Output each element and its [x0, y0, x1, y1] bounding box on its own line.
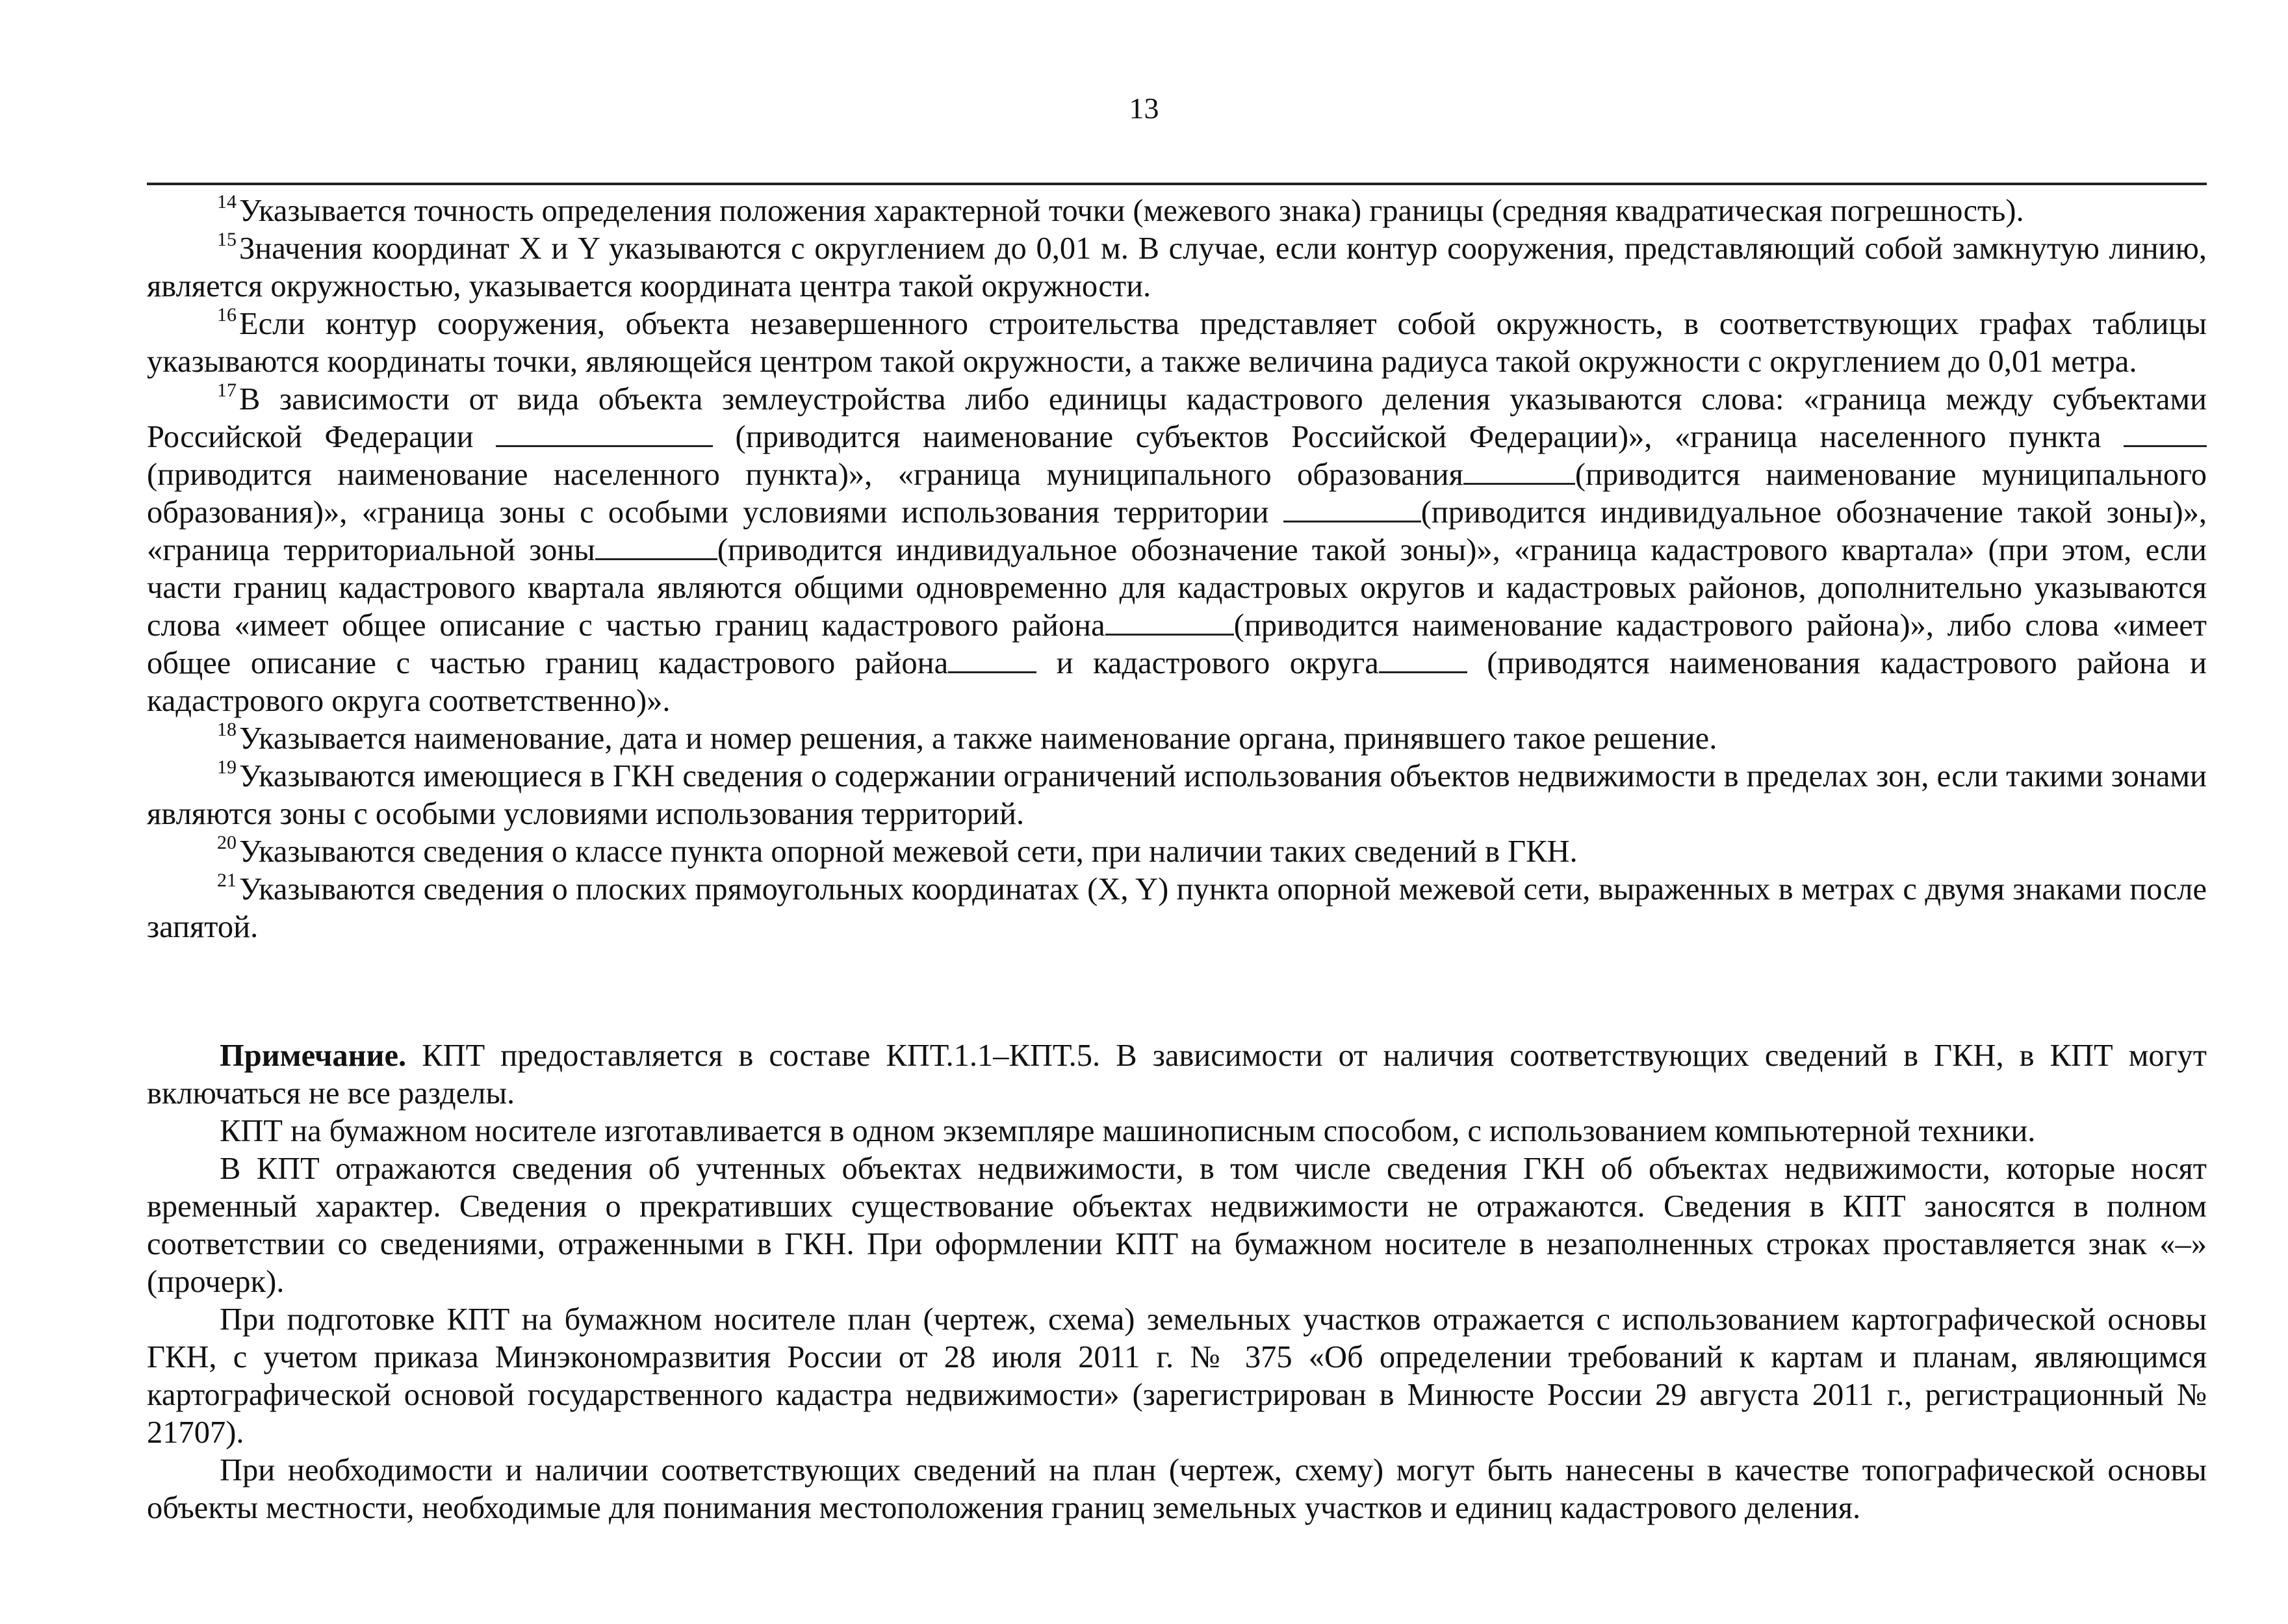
footnote-mark: 14 — [217, 191, 237, 213]
footnote-19 — [147, 758, 2207, 833]
footnote-15 — [147, 230, 2207, 305]
footnote-text-part: (приводится наименование муниципального образования)», «граница зоны с особыми условиями использования территории — [147, 458, 2207, 530]
footnote-20 — [147, 833, 2207, 871]
footnote-text: Указывается точность определения положения характерной точки (межевого знака) границы (средняя квадратическая погрешность). — [239, 194, 2024, 228]
footnote-17 — [147, 381, 2207, 720]
footnote-text: Указываются сведения о плоских прямоугольных координатах (X, Y) пункта опорной межевой сети, выраженных в метрах с двумя знаками после запятой. — [147, 872, 2207, 944]
remark-paragraph: В КПТ отражаются сведения об учтенных объектах недвижимости, в том числе сведения ГКН об объектах недвижимости, которые носят временный характер. Сведения о прекративших существование объектах недвижимости не отражаются. Сведения в КПТ заносятся в полном соответствии со сведениями, отраженными в ГКН. При оформлении КПТ на бумажном носителе в незаполненных строках проставляется знак «–» (прочерк). — [147, 1152, 2207, 1299]
footnote-14 — [147, 192, 2207, 230]
page-number: 13 — [1129, 92, 1159, 125]
footnote-mark: 17 — [217, 380, 237, 401]
footnote-21 — [147, 871, 2207, 946]
footnote-text: Указываются имеющиеся в ГКН сведения о содержании ограничений использования объектов недвижимости в пределах зон, если такими зонами являются зоны с особыми условиями использования территорий. — [147, 759, 2207, 831]
footnote-separator — [147, 183, 2207, 185]
footnotes — [147, 192, 2207, 946]
footnote-text: Указываются сведения о классе пункта опорной межевой сети, при наличии таких сведений в ГКН. — [239, 834, 1578, 869]
footnote-text-part: В зависимости от вида объекта землеустройства либо единицы кадастрового деления указываются слова: «граница между субъектами Российской Федерации — [147, 382, 2207, 454]
footnote-18 — [147, 720, 2207, 758]
footnote-text-part: (приводится индивидуальное обозначение такой зоны)», «граница территориальной зоны — [147, 495, 2207, 567]
footnote-text: Значения координат X и Y указываются с округлением до 0,01 м. В случае, если контур сооружения, представляющий собой замкнутую линию, является окружностью, указывается координата центра такой окружности. — [147, 231, 2207, 303]
remark-paragraph: При необходимости и наличии соответствующих сведений на план (чертеж, схему) могут быть нанесены в качестве топографической основы объекты местности, необходимые для понимания местоположения границ земельных участков и единиц кадастрового деления. — [147, 1453, 2207, 1525]
remark-paragraph: При подготовке КПТ на бумажном носителе план (чертеж, схема) земельных участков отражается с использованием картографической основы ГКН, с учетом приказа Минэкономразвития России от 28 июля 2011 г. № 375 «Об определении требований к картам и планам, являющимся картографической основой государственного кадастра недвижимости» (зарегистрирован в Минюсте России 29 августа 2011 г., регистрационный № 21707). — [147, 1302, 2207, 1450]
footnote-text: Если контур сооружения, объекта незавершенного строительства представляет собой окружность, в соответствующих графах таблицы указываются координаты точки, являющейся центром такой окружности, а также величина радиуса такой окружности с округлением до 0,01 метра. — [147, 307, 2207, 379]
blank-line — [595, 534, 717, 560]
remark-section — [147, 1037, 2207, 1527]
footnote-mark: 18 — [217, 719, 237, 740]
remark-paragraph — [147, 1037, 2207, 1113]
footnote-mark: 20 — [217, 832, 237, 853]
footnote-mark: 21 — [217, 870, 237, 891]
footnote-text-part: (приводится наименование кадастрового района)», либо слова «имеет общее описание с частью границ кадастрового района — [147, 608, 2207, 680]
blank-line — [1379, 647, 1467, 673]
footnote-16 — [147, 305, 2207, 381]
footnote-text-part: (приводятся наименования кадастрового района и кадастрового округа соответственно)». — [147, 646, 2207, 718]
footnote-text-part: (приводится наименование населенного пункта)», «граница муниципального образования — [147, 458, 1463, 492]
footnote-mark: 16 — [217, 304, 237, 326]
footnote-text-part: и кадастрового округа — [1036, 646, 1379, 680]
footnote-text-part: (приводится наименование субъектов Российской Федерации)», «граница населенного пункта — [713, 420, 2124, 454]
blank-line — [948, 647, 1036, 673]
blank-line — [496, 420, 713, 447]
footnote-mark: 15 — [217, 229, 237, 250]
footnote-text: Указывается наименование, дата и номер решения, а также наименование органа, принявшего такое решение. — [239, 721, 1717, 756]
footnote-mark: 19 — [217, 756, 237, 778]
remark-text: КПТ предоставляется в составе КПТ.1.1–КПТ.5. В зависимости от наличия соответствующих сведений в ГКН, в КПТ могут включаться не все разделы. — [147, 1038, 2207, 1111]
remark-label: Примечание. — [220, 1038, 407, 1073]
blank-line — [1105, 609, 1234, 636]
blank-line — [1283, 496, 1421, 522]
blank-line — [2124, 420, 2207, 447]
footnote-text-part: (приводится индивидуальное обозначение такой зоны)», «граница кадастрового квартала» (при этом, если части границ кадастрового квартала являются общими одновременно для кадастровых округов и кадастровых районов, дополнительно указываются слова «имеет общее описание с частью границ кадастрового района — [147, 533, 2207, 643]
remark-paragraph: КПТ на бумажном носителе изготавливается в одном экземпляре машинописным способом, с использованием компьютерной техники. — [220, 1114, 2036, 1148]
blank-line — [1463, 458, 1575, 485]
